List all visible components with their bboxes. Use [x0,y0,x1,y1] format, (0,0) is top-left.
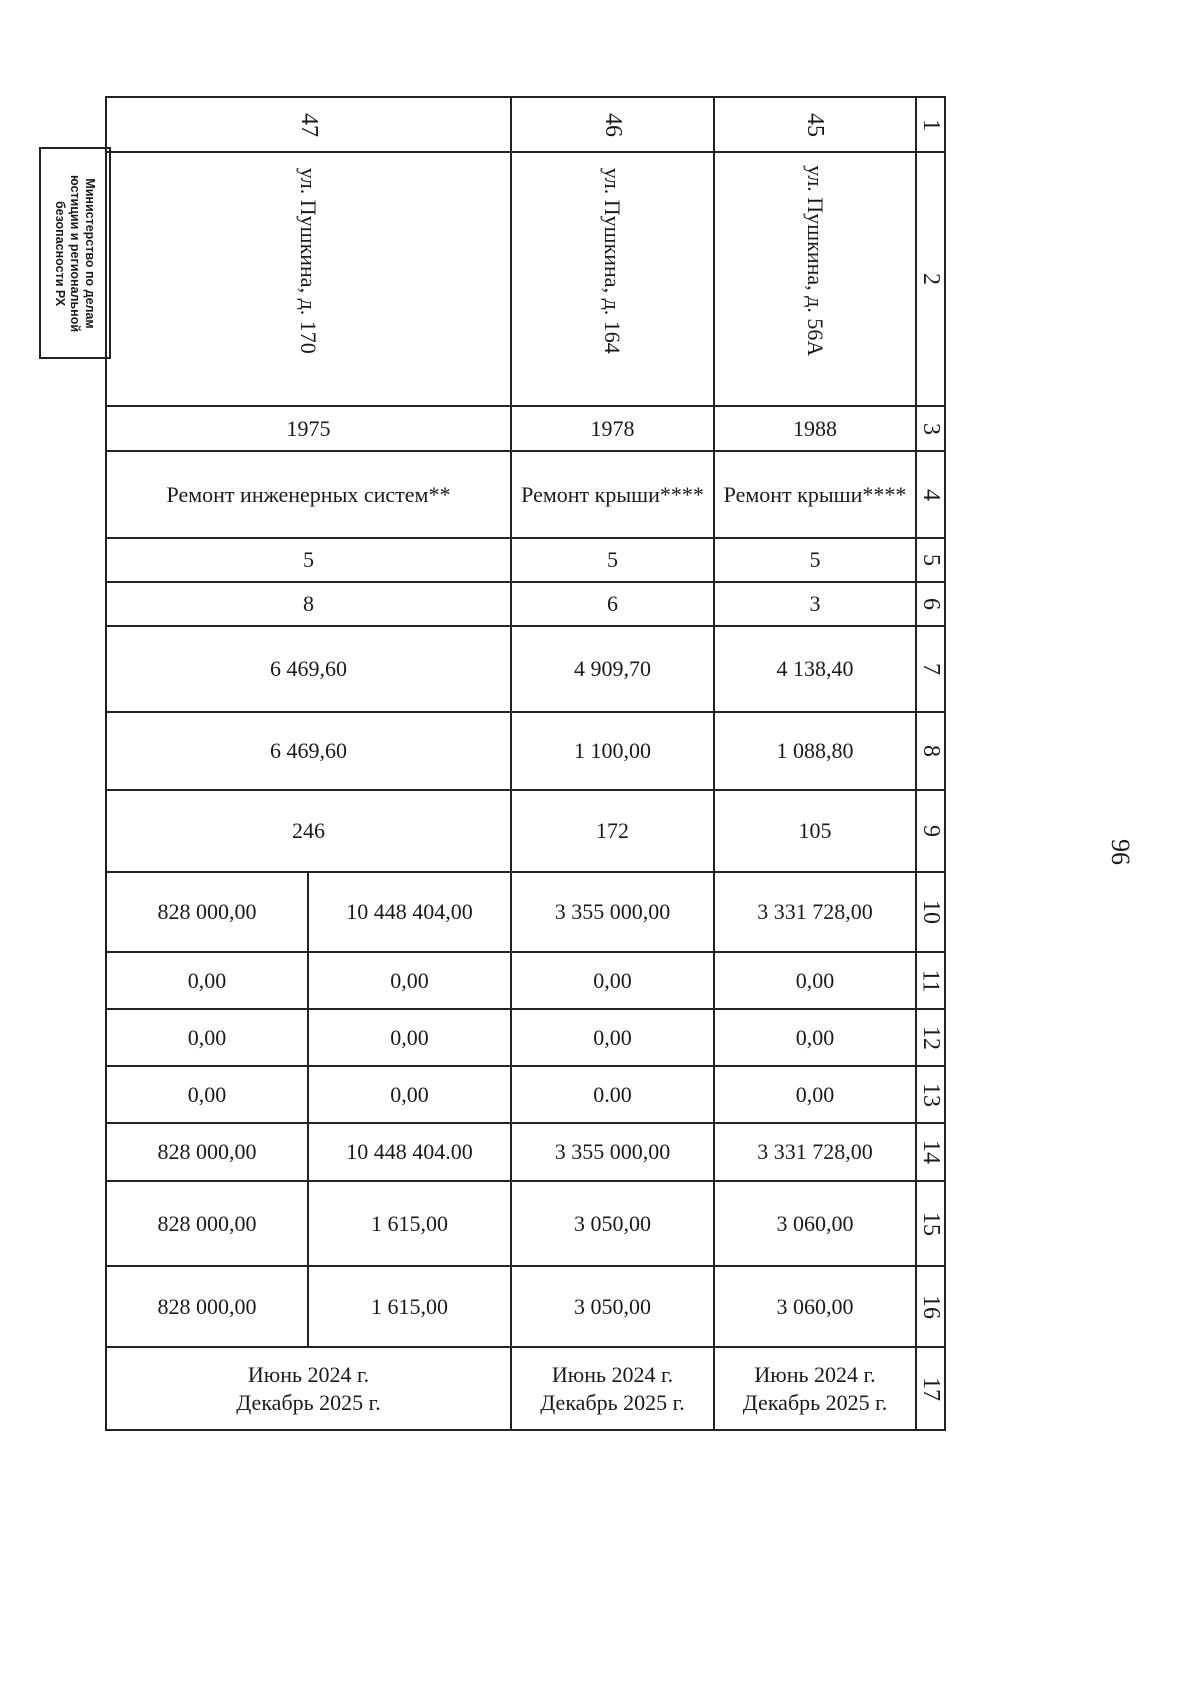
column-number-7-text: 7 [917,663,944,675]
column-number-15 [916,1181,945,1266]
cell-year: 1988 [793,415,837,441]
column-number-2-text: 2 [917,273,944,285]
horizontal-rule [105,625,946,627]
date-start: Июнь 2024 г. [247,1362,370,1387]
column-number-14-text: 14 [917,1140,944,1164]
object-address-text: ул. Пушкина, д. 56А [802,165,828,357]
cell-total_area: 4 138,40 [776,656,854,682]
stamp-line-1: Министерство по делам [83,177,98,329]
column-number-10 [916,872,945,952]
horizontal-rule [105,581,946,583]
cell-year: 1978 [590,415,635,441]
page-number: 96 [1106,839,1135,865]
cell-col16-a: 1 615,00 [371,1293,448,1319]
column-number-12 [916,1009,945,1066]
cell-area_residential: 1 100,00 [574,738,651,764]
horizontal-rule [105,1346,946,1348]
horizontal-rule [105,871,946,873]
object-address [511,152,714,406]
column-number-3 [916,406,945,451]
cell-entrances: 8 [303,591,314,617]
cell-col14: 3 355 000,00 [554,1139,671,1165]
cell-col15: 3 050,00 [574,1210,651,1236]
horizontal-rule [105,1122,946,1124]
cell-col11: 0,00 [593,967,632,993]
ministry-stamp [39,147,111,359]
column-number-4-text: 4 [917,488,944,501]
cell-col15-b: 828 000,00 [157,1210,257,1236]
object-number-text: 45 [802,112,828,137]
horizontal-rule [105,537,946,539]
horizontal-rule [105,1008,946,1010]
column-number-3-text: 3 [917,422,944,435]
column-number-17 [916,1347,945,1430]
cell-col12-a: 0,00 [390,1024,429,1050]
cell-col11-a: 0,00 [390,967,429,993]
cell-col14-a: 10 448 404.00 [346,1139,473,1165]
column-number-4 [916,451,945,538]
vertical-rule [915,97,917,1431]
horizontal-rule [105,789,946,791]
cell-floors: 5 [607,547,618,573]
cell-col14-b: 828 000,00 [157,1139,257,1165]
cell-col11: 0,00 [795,967,835,993]
column-number-17-text: 17 [917,1376,944,1401]
stamp-line-2: юстиции и региональной [68,174,83,332]
vertical-rule [944,97,946,1431]
cell-col13-b: 0,00 [187,1081,227,1107]
object-number-text: 47 [295,112,322,137]
column-number-7 [916,626,945,712]
object-number [714,97,916,152]
column-number-6-text: 6 [917,598,944,610]
object-number [106,97,511,152]
date-end: Декабрь 2025 г. [236,1389,381,1415]
column-number-8-text: 8 [917,745,944,757]
column-number-1-text: 1 [917,118,944,131]
cell-entrances: 6 [607,591,618,617]
column-number-5 [916,538,945,582]
cell-col16-b: 828 000,00 [157,1293,257,1319]
cell-residents: 246 [292,818,325,844]
vertical-rule-split [307,872,309,1347]
date-end: Декабрь 2025 г. [540,1389,685,1415]
object-number-text: 46 [599,112,626,137]
horizontal-rule [105,405,946,407]
column-number-11-text: 11 [917,968,944,993]
object-address-text: ул. Пушкина, д. 170 [296,167,322,354]
object-address [106,152,511,406]
horizontal-rule [105,1180,946,1182]
cell-col16: 3 050,00 [574,1293,651,1319]
cell-total_area: 4 909,70 [574,656,651,682]
horizontal-rule [105,96,946,98]
column-number-13 [916,1066,945,1123]
column-number-2 [916,152,945,406]
column-number-13-text: 13 [917,1082,944,1107]
horizontal-rule [105,1265,946,1267]
cell-col15: 3 060,00 [776,1210,854,1236]
column-number-14 [916,1123,945,1181]
column-number-16 [916,1266,945,1347]
cell-work_type: Ремонт крыши**** [723,481,907,507]
column-number-11 [916,952,945,1009]
cell-area_residential: 6 469,60 [270,738,347,764]
vertical-rule [713,97,715,1431]
object-address [714,152,916,406]
column-number-6 [916,582,945,626]
object-number [511,97,714,152]
cell-col14: 3 331 728,00 [757,1139,873,1165]
cell-cost-b: 828 000,00 [157,899,257,925]
horizontal-rule [105,711,946,713]
cell-work_type: Ремонт крыши**** [521,481,704,507]
cell-work_type: Ремонт инженерных систем** [166,481,451,507]
horizontal-rule [105,1429,946,1431]
cell-residents: 172 [596,818,629,844]
column-number-9 [916,790,945,872]
object-address-text: ул. Пушкина, д. 164 [600,167,626,354]
horizontal-rule [105,151,946,153]
column-number-8 [916,712,945,790]
column-number-9-text: 9 [917,825,944,837]
cell-floors: 5 [303,547,314,573]
cell-col12: 0,00 [795,1024,835,1050]
cell-year: 1975 [286,415,331,441]
horizontal-rule [105,1065,946,1067]
cell-entrances: 3 [809,591,821,617]
date-start: Июнь 2024 г. [754,1362,876,1387]
cell-area_residential: 1 088,80 [776,738,854,764]
cell-col12-b: 0,00 [187,1024,227,1050]
horizontal-rule [105,951,946,953]
cell-cost: 3 331 728,00 [757,899,873,925]
cell-col15-a: 1 615,00 [371,1210,448,1236]
column-number-12-text: 12 [917,1025,944,1050]
cell-cost: 3 355 000,00 [554,899,671,925]
column-number-5-text: 5 [917,554,944,566]
column-number-10-text: 10 [917,900,944,924]
cell-col12: 0,00 [593,1024,632,1050]
cell-floors: 5 [809,547,821,573]
cell-col13-a: 0,00 [390,1081,429,1107]
cell-col11-b: 0,00 [187,967,227,993]
horizontal-rule [105,450,946,452]
column-number-15-text: 15 [917,1211,944,1236]
column-number-1 [916,97,945,152]
cell-col13: 0,00 [795,1081,835,1107]
cell-cost-a: 10 448 404,00 [346,899,473,925]
cell-dates [714,1347,916,1430]
column-number-16-text: 16 [917,1294,944,1319]
stamp-line-3: безопасности РХ [53,200,68,306]
cell-dates [511,1347,714,1430]
cell-total_area: 6 469,60 [270,656,347,682]
vertical-rule [510,97,512,1431]
cell-col16: 3 060,00 [776,1293,854,1319]
cell-col13: 0.00 [593,1081,632,1107]
date-end: Декабрь 2025 г. [742,1389,888,1415]
cell-residents: 105 [798,818,832,844]
cell-dates [106,1347,511,1430]
date-start: Июнь 2024 г. [551,1362,674,1387]
